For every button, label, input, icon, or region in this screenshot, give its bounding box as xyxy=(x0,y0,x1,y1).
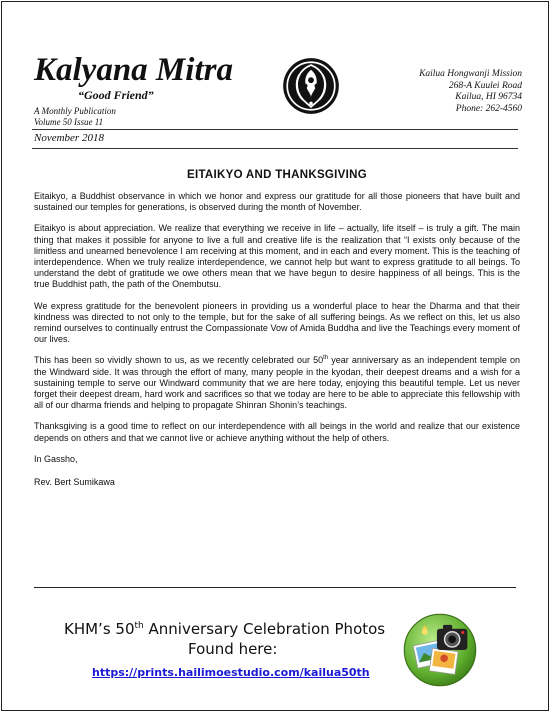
article-headline: EITAIKYO AND THANKSGIVING xyxy=(186,169,367,181)
article xyxy=(34,169,520,500)
promo-heading xyxy=(64,620,385,638)
closing-salutation: In Gassho, xyxy=(34,453,78,464)
paragraph-4-start: This has been so vividly shown to us, as we recently celebrated our 50 xyxy=(34,355,324,366)
article-paragraph-4 xyxy=(34,355,520,411)
newsletter-subtitle: “Good Friend” xyxy=(78,88,154,102)
photos-promo xyxy=(2,602,548,702)
photo-camera-icon xyxy=(402,612,478,688)
issue-date: November 2018 xyxy=(34,132,104,144)
promo-ordinal-suffix: th xyxy=(134,621,144,631)
newsletter-page xyxy=(1,1,549,711)
masthead xyxy=(2,2,548,130)
mission-phone: Phone: 262-4560 xyxy=(455,103,522,114)
ordinal-suffix: th xyxy=(323,355,329,362)
article-paragraph-5: Thanksgiving is a good time to reflect on our interdependence with all beings in the world and realize that our existence depends on others and that we cannot live or achieve anything without the help of others. xyxy=(34,421,520,443)
mission-name: Kailua Hongwanji Mission xyxy=(419,69,522,79)
author-signature: Rev. Bert Sumikawa xyxy=(34,476,115,487)
mission-street: 268-A Kuulei Road xyxy=(448,80,522,91)
masthead-rule-top xyxy=(32,129,518,130)
article-paragraph-3: We express gratitude for the benevolent pioneers in providing us a wonderful place to hear the Dharma and that their kindness was directed to not only to the temple, but for the sake of all suffering beings. As we reflect on this, let us also remind ourselves to continually entrust the Compassionate Vow of Amida Buddha and live the Teachings every moment of our lives. xyxy=(34,300,520,345)
mission-address xyxy=(419,69,522,115)
volume-issue: Volume 50 Issue 11 xyxy=(34,117,104,127)
promo-heading-start: KHM’s 50 xyxy=(64,620,135,638)
mission-city: Kailua, HI 96734 xyxy=(455,92,522,102)
article-paragraph-2: Eitaikyo is about appreciation. We realize that everything we receive in life – actually, life itself – is truly a gift. The main thing that makes it possible for anyone to live a full and creative life is the realization that “I exists only because of the limitless and unearned benevolence I am receiving at this moment, and in each and every moment. This is the teaching of interdependence. When we truly realize interdependence, we cannot help but want to express gratitude to all beings. To understand the debt of gratitude we owe others mean that we have begun to desire happiness of all beings. This is the true Buddhist path, the path of the Onembutsu. xyxy=(34,223,520,290)
section-divider xyxy=(34,587,516,588)
newsletter-title: Kalyana Mitra xyxy=(34,52,233,88)
promo-heading-rest: Anniversary Celebration Photos xyxy=(143,620,386,638)
promo-subheading: Found here: xyxy=(188,640,278,658)
masthead-rule-bottom xyxy=(32,148,518,149)
publication-type: A Monthly Publication xyxy=(34,106,116,116)
wisteria-crest-icon xyxy=(282,57,340,115)
article-paragraph-1: Eitaikyo, a Buddhist observance in which we honor and express our gratitude for all those pioneers that have built and sustained our temples for generations, is observed during the month of November. xyxy=(34,191,520,213)
photos-link[interactable]: https://prints.hailimoestudio.com/kailua50th xyxy=(92,666,370,679)
paragraph-4-rest: year anniversary as an independent temple on the Windward side. It was through the effort of many, many people in the kyodan, their deepest dreams and a wish for a sustaining temple to serve our Windward community that we are here today, enjoying this beautiful temple. Let us never forget their deepest dream, hard work and sacrifices so that we today are here to be able to appreciate this fellowship with all of our dharma friends and helping to propagate Shinran Shonin’s teachings. xyxy=(34,355,521,411)
